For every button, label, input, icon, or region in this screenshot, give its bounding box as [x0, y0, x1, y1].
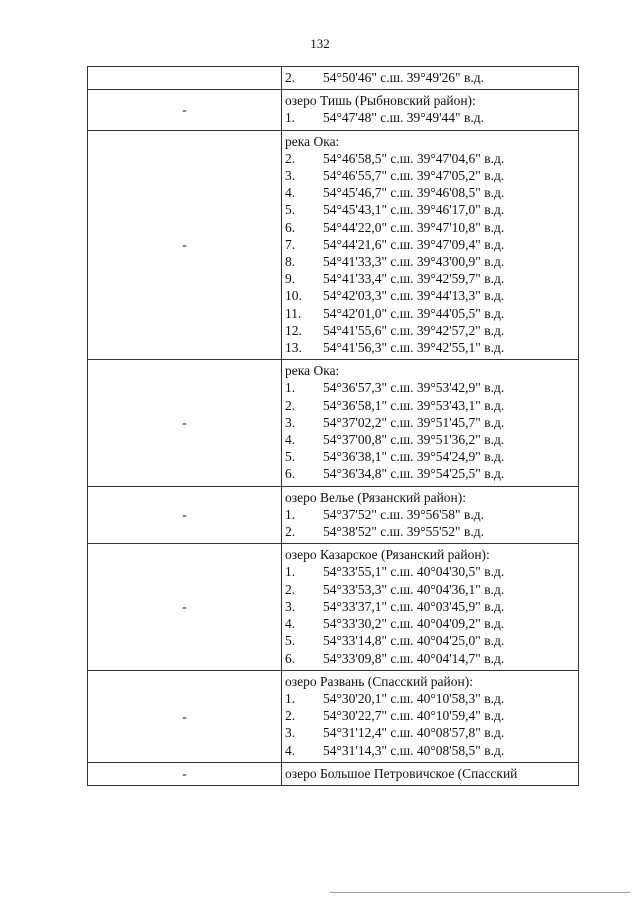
point-number: 1.: [285, 110, 296, 126]
point-number: 1.: [285, 506, 296, 522]
coordinate-point: [285, 448, 578, 465]
coordinate-point: [285, 414, 578, 431]
point-coordinates: 54°36'38,1" с.ш. 39°54'24,9" в.д.: [323, 449, 505, 465]
point-number: 2.: [285, 708, 296, 724]
point-number: 7.: [285, 236, 296, 252]
point-number: 10.: [285, 288, 302, 304]
point-number: 9.: [285, 271, 296, 287]
coordinate-point: [285, 150, 578, 167]
coordinate-point: [285, 397, 578, 414]
point-coordinates: 54°41'33,3" с.ш. 39°43'00,9" в.д.: [323, 254, 505, 270]
water-body-title: озеро Велье (Рязанский район):: [285, 489, 467, 505]
point-coordinates: 54°37'52" с.ш. 39°56'58" в.д.: [323, 506, 484, 522]
coordinate-point: [285, 270, 578, 287]
point-coordinates: 54°41'56,3" с.ш. 39°42'55,1" в.д.: [323, 340, 505, 356]
point-number: 8.: [285, 254, 296, 270]
point-number: 5.: [285, 202, 296, 218]
table-row: [88, 90, 579, 130]
water-body-title: озеро Большое Петровичское (Спасский: [285, 765, 518, 781]
coordinate-point: [285, 379, 578, 396]
point-coordinates: 54°45'43,1" с.ш. 39°46'17,0" в.д.: [323, 202, 505, 218]
coordinate-point: [285, 184, 578, 201]
coordinate-point: [285, 305, 578, 322]
row-marker: -: [88, 486, 282, 544]
point-coordinates: 54°47'48" с.ш. 39°49'44" в.д.: [323, 110, 484, 126]
coordinate-point: [285, 724, 578, 741]
point-number: 6.: [285, 466, 296, 482]
point-number: 13.: [285, 340, 302, 356]
point-coordinates: 54°41'55,6" с.ш. 39°42'57,2" в.д.: [323, 322, 505, 338]
point-coordinates: 54°33'09,8" с.ш. 40°04'14,7" в.д.: [323, 650, 505, 666]
point-number: 4.: [285, 616, 296, 632]
row-content: [282, 670, 579, 762]
coordinate-point: [285, 69, 578, 86]
coordinate-point: [285, 253, 578, 270]
point-coordinates: 54°44'21,6" с.ш. 39°47'09,4" в.д.: [323, 236, 505, 252]
point-number: 2.: [285, 581, 296, 597]
point-number: 1.: [285, 380, 296, 396]
point-number: 3.: [285, 598, 296, 614]
point-coordinates: 54°37'00,8" с.ш. 39°51'36,2" в.д.: [323, 432, 505, 448]
water-body-title: озеро Развань (Спасский район):: [285, 673, 473, 689]
point-coordinates: 54°33'37,1" с.ш. 40°03'45,9" в.д.: [323, 598, 505, 614]
coordinate-point: [285, 465, 578, 482]
point-coordinates: 54°33'55,1" с.ш. 40°04'30,5" в.д.: [323, 564, 505, 580]
table-row: [88, 360, 579, 486]
point-coordinates: 54°44'22,0" с.ш. 39°47'10,8" в.д.: [323, 219, 505, 235]
point-number: 2.: [285, 70, 296, 85]
table-row: [88, 130, 579, 360]
water-body-title: озеро Тишь (Рыбновский район):: [285, 93, 476, 109]
row-marker: -: [88, 544, 282, 670]
row-marker: [88, 67, 282, 90]
point-coordinates: 54°33'30,2" с.ш. 40°04'09,2" в.д.: [323, 616, 505, 632]
coordinate-point: [285, 236, 578, 253]
row-marker: -: [88, 90, 282, 130]
row-marker: -: [88, 130, 282, 360]
row-content: [282, 486, 579, 544]
point-number: 1.: [285, 690, 296, 706]
coordinate-point: [285, 598, 578, 615]
bottom-divider: [330, 892, 630, 893]
point-coordinates: 54°36'34,8" с.ш. 39°54'25,5" в.д.: [323, 466, 505, 482]
coordinate-point: [285, 742, 578, 759]
point-coordinates: 54°30'22,7" с.ш. 40°10'59,4" в.д.: [323, 708, 505, 724]
row-content: [282, 544, 579, 670]
water-body-title: озеро Казарское (Рязанский район):: [285, 547, 490, 563]
point-number: 6.: [285, 650, 296, 666]
row-content: [282, 90, 579, 130]
point-number: 2.: [285, 150, 296, 166]
point-coordinates: 54°37'02,2" с.ш. 39°51'45,7" в.д.: [323, 414, 505, 430]
point-coordinates: 54°31'12,4" с.ш. 40°08'57,8" в.д.: [323, 725, 505, 741]
row-marker: -: [88, 670, 282, 762]
point-number: 4.: [285, 742, 296, 758]
point-number: 2.: [285, 524, 296, 540]
point-coordinates: 54°31'14,3" с.ш. 40°08'58,5" в.д.: [323, 742, 505, 758]
coordinate-point: [285, 431, 578, 448]
table-row: [88, 486, 579, 544]
row-content: [282, 360, 579, 486]
point-coordinates: 54°42'03,3" с.ш. 39°44'13,3" в.д.: [323, 288, 505, 304]
point-number: 6.: [285, 219, 296, 235]
coordinate-point: [285, 632, 578, 649]
point-number: 12.: [285, 322, 302, 338]
point-number: 4.: [285, 185, 296, 201]
coordinate-point: [285, 563, 578, 580]
coordinate-point: [285, 581, 578, 598]
point-number: 11.: [285, 305, 302, 321]
point-number: 2.: [285, 397, 296, 413]
water-body-title: река Ока:: [285, 133, 340, 149]
table-row: [88, 670, 579, 762]
coordinate-point: [285, 690, 578, 707]
table-row: [88, 67, 579, 90]
row-marker: -: [88, 762, 282, 785]
coordinate-point: [285, 287, 578, 304]
table-row: [88, 762, 579, 785]
coordinate-point: [285, 201, 578, 218]
row-content: [282, 67, 579, 90]
point-coordinates: 54°36'57,3" с.ш. 39°53'42,9" в.д.: [323, 380, 505, 396]
table-body: [88, 67, 579, 786]
point-coordinates: 54°50'46" с.ш. 39°49'26" в.д.: [323, 70, 484, 85]
coordinate-point: [285, 167, 578, 184]
point-coordinates: 54°46'55,7" с.ш. 39°47'05,2" в.д.: [323, 168, 505, 184]
coordinate-point: [285, 650, 578, 667]
point-number: 5.: [285, 449, 296, 465]
coordinate-point: [285, 339, 578, 356]
point-number: 1.: [285, 564, 296, 580]
point-coordinates: 54°45'46,7" с.ш. 39°46'08,5" в.д.: [323, 185, 505, 201]
point-coordinates: 54°41'33,4" с.ш. 39°42'59,7" в.д.: [323, 271, 505, 287]
row-marker: -: [88, 360, 282, 486]
point-coordinates: 54°38'52" с.ш. 39°55'52" в.д.: [323, 524, 484, 540]
coordinate-point: [285, 523, 578, 540]
coordinate-point: [285, 615, 578, 632]
row-content: [282, 130, 579, 360]
table-row: [88, 544, 579, 670]
coordinate-point: [285, 506, 578, 523]
water-body-title: река Ока:: [285, 363, 340, 379]
page-number: 132: [310, 36, 330, 51]
point-number: 3.: [285, 168, 296, 184]
point-number: 3.: [285, 414, 296, 430]
point-number: 4.: [285, 432, 296, 448]
coordinate-point: [285, 219, 578, 236]
point-number: 3.: [285, 725, 296, 741]
point-number: 5.: [285, 633, 296, 649]
point-coordinates: 54°33'14,8" с.ш. 40°04'25,0" в.д.: [323, 633, 505, 649]
point-coordinates: 54°30'20,1" с.ш. 40°10'58,3" в.д.: [323, 690, 505, 706]
coordinate-point: [285, 109, 578, 126]
point-coordinates: 54°33'53,3" с.ш. 40°04'36,1" в.д.: [323, 581, 505, 597]
coordinate-point: [285, 707, 578, 724]
point-coordinates: 54°46'58,5" с.ш. 39°47'04,6" в.д.: [323, 150, 505, 166]
point-coordinates: 54°36'58,1" с.ш. 39°53'43,1" в.д.: [323, 397, 505, 413]
coordinates-table: [87, 66, 579, 786]
coordinate-point: [285, 322, 578, 339]
row-content: [282, 762, 579, 785]
point-coordinates: 54°42'01,0" с.ш. 39°44'05,5" в.д.: [323, 305, 505, 321]
